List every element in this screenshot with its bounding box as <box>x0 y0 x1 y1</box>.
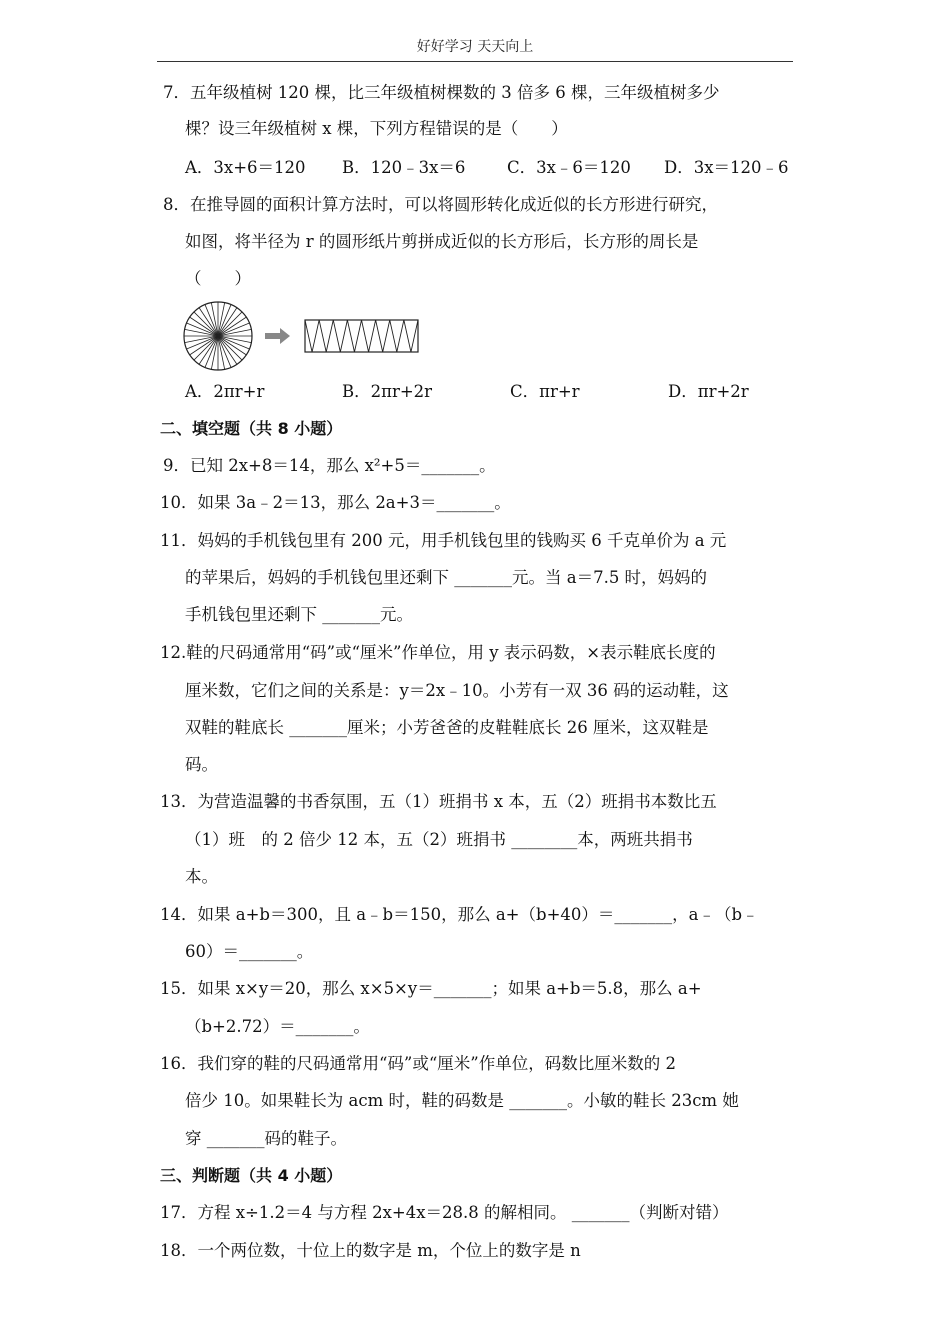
approx-rectangle <box>305 320 418 352</box>
sliced-circle <box>184 302 252 370</box>
question-line: 棵？设三年级植树 x 棵，下列方程错误的是（ ） <box>185 119 568 138</box>
question-line: 10．如果 3a﹣2＝13，那么 2a+3＝_______。 <box>160 493 511 512</box>
answer-option: B．2πr+2r <box>342 382 433 401</box>
question-line: 的苹果后，妈妈的手机钱包里还剩下 _______元。当 a＝7.5 时，妈妈的 <box>185 568 708 587</box>
question-line: 18．一个两位数，十位上的数字是 m，个位上的数字是 n <box>160 1241 581 1260</box>
question-line: 8．在推导圆的面积计算方法时，可以将圆形转化成近似的长方形进行研究， <box>163 195 718 214</box>
question-line: 12.鞋的尺码通常用“码”或“厘米”作单位，用 y 表示码数，×表示鞋底长度的 <box>160 643 716 662</box>
question-line: 7．五年级植树 120 棵，比三年级植树棵数的 3 倍多 6 棵，三年级植树多少 <box>163 83 720 102</box>
circle-to-rectangle-figure <box>180 300 430 380</box>
question-line: 双鞋的鞋底长 _______厘米；小芳爸爸的皮鞋鞋底长 26 厘米，这双鞋是 <box>185 718 709 737</box>
question-line: （1）班 的 2 倍少 12 本，五（2）班捐书 ________本，两班共捐书 <box>185 830 693 849</box>
question-line: （ ） <box>185 269 251 288</box>
question-line: 17．方程 x÷1.2＝4 与方程 2x+4x＝28.8 的解相同。 _______（判断对错） <box>160 1203 729 1222</box>
question-line: 码。 <box>185 755 218 774</box>
question-line: 倍少 10。如果鞋长为 acm 时，鞋的码数是 _______。小敏的鞋长 23cm 她 <box>185 1091 739 1110</box>
answer-option: C．πr+r <box>510 382 580 401</box>
question-line: 14．如果 a+b＝300，且 a﹣b＝150，那么 a+（b+40）＝_______，a﹣（b﹣ <box>160 905 759 924</box>
question-line: 15．如果 x×y＝20，那么 x×5×y＝_______；如果 a+b＝5.8，那么 a+ <box>160 979 702 998</box>
answer-option: D．3x＝120﹣6 <box>664 158 789 177</box>
question-line: 厘米数，它们之间的关系是：y＝2x﹣10。小芳有一双 36 码的运动鞋，这 <box>185 681 729 700</box>
answer-option: A．2πr+r <box>185 382 265 401</box>
answer-option: B．120﹣3x＝6 <box>342 158 466 177</box>
section-heading: 三、判断题（共 4 小题） <box>160 1166 343 1185</box>
answer-option: A．3x+6＝120 <box>185 158 306 177</box>
arrow-icon <box>265 328 290 344</box>
question-line: 手机钱包里还剩下 _______元。 <box>185 605 413 624</box>
question-line: 11．妈妈的手机钱包里有 200 元，用手机钱包里的钱购买 6 千克单价为 a 元 <box>160 531 727 550</box>
question-line: 16．我们穿的鞋的尺码通常用“码”或“厘米”作单位，码数比厘米数的 2 <box>160 1054 676 1073</box>
question-line: 60）＝_______。 <box>185 942 314 961</box>
question-line: 9．已知 2x+8＝14，那么 x²+5＝_______。 <box>163 456 496 475</box>
answer-option: D．πr+2r <box>668 382 749 401</box>
page-header: 好好学习 天天向上 <box>416 39 534 55</box>
answer-option: C．3x﹣6＝120 <box>507 158 631 177</box>
question-line: 13．为营造温馨的书香氛围，五（1）班捐书 x 本，五（2）班捐书本数比五 <box>160 792 717 811</box>
question-line: 如图，将半径为 r 的圆形纸片剪拼成近似的长方形后，长方形的周长是 <box>185 232 699 251</box>
question-line: （b+2.72）＝_______。 <box>185 1017 370 1036</box>
question-line: 本。 <box>185 867 218 886</box>
header-divider <box>157 61 793 62</box>
section-heading: 二、填空题（共 8 小题） <box>160 419 343 438</box>
question-line: 穿 _______码的鞋子。 <box>185 1129 347 1148</box>
